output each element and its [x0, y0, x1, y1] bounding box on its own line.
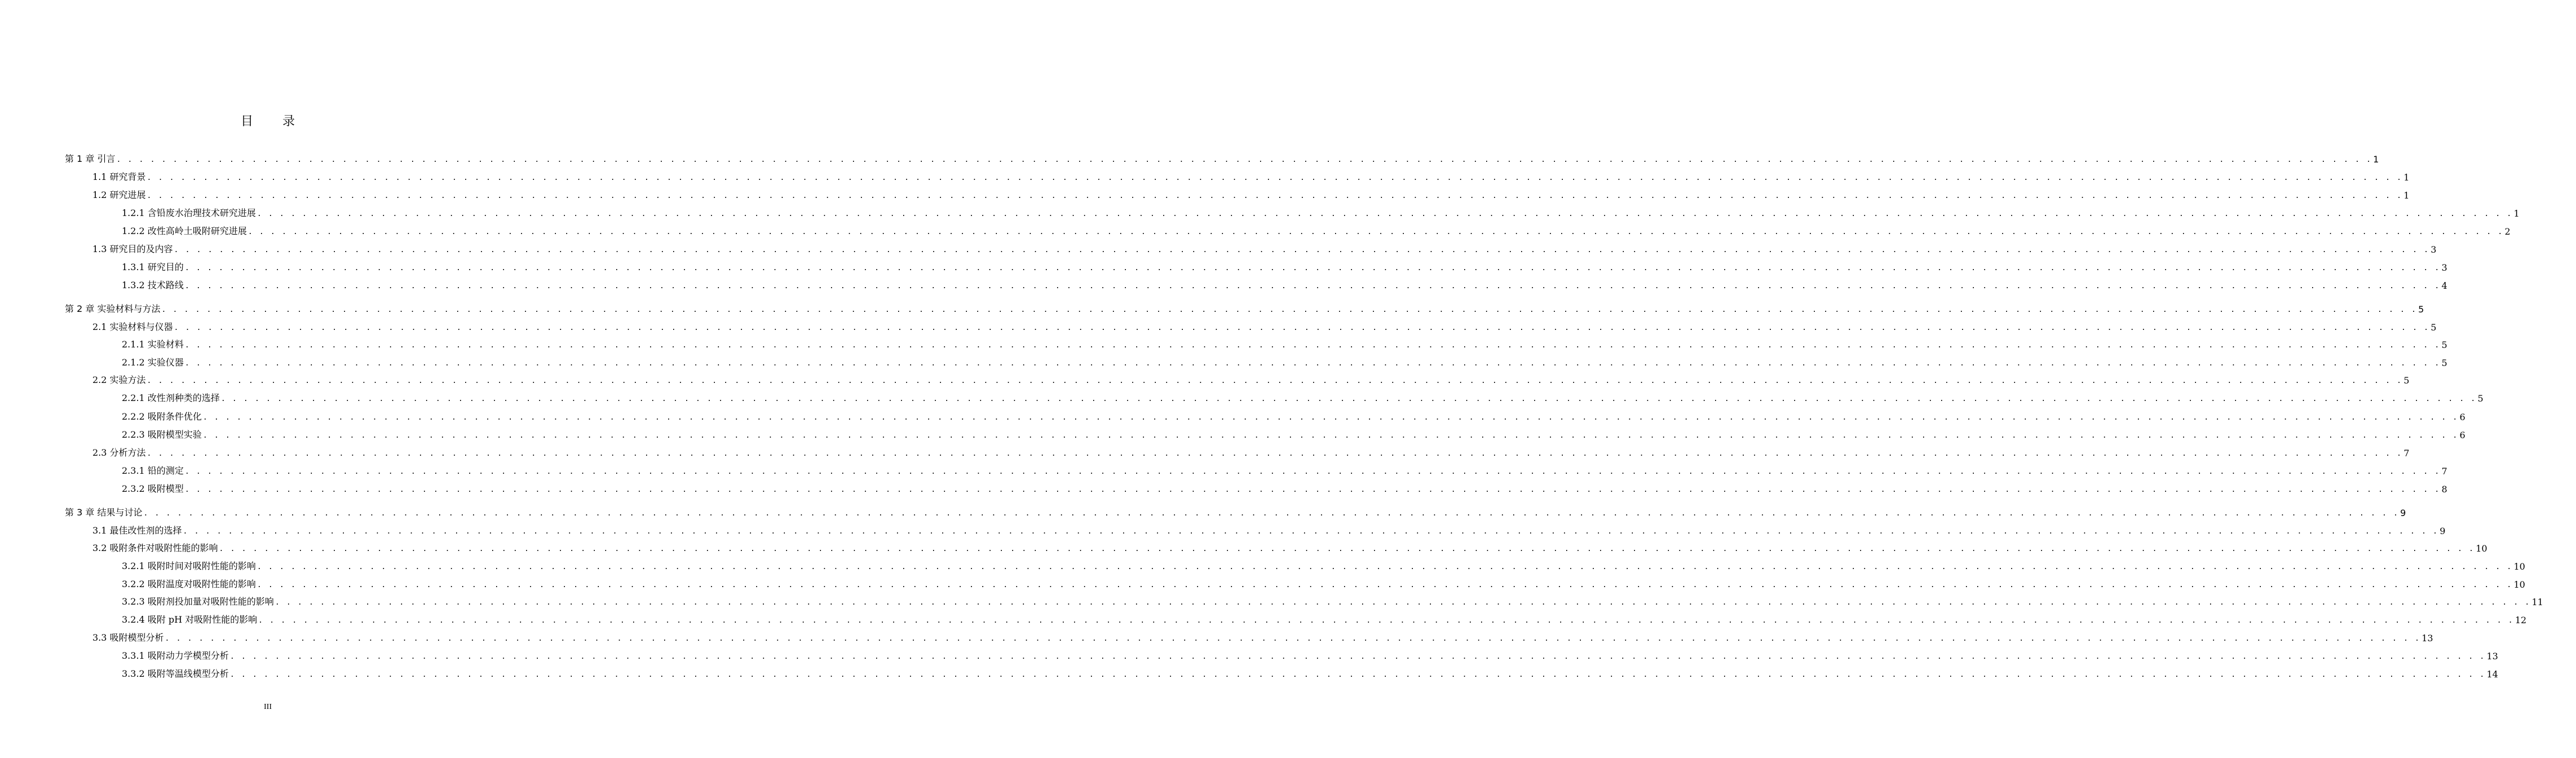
toc-entry[interactable]: [0, 205, 2520, 219]
toc-entry-page: 5: [2431, 322, 2437, 333]
toc-leader-dots: . . . . . . . . . . . . . . . . . . . . . . . . . . . . . . . . . . . . . . . . . . . . . . . . . . . . . . . . . . . . . . . . . . . . . . . . . . . . . . . . . . . . . . . . . . . . . . . . . . . . . . . . . . . . . . . . . . . . . . . . . . . . . . . . . . . . . . . . . . . . . . . . . . . . . . . . . . . . . . . . . . . . . . . . . . . . . . . . . . . . . . . . . . . . . . . . . . . . . . . .: [165, 634, 2421, 643]
toc-entry-page: 13: [2486, 651, 2498, 662]
toc-entry-title: 2.2.1 改性剂种类的选择: [122, 393, 220, 403]
toc-entry-page: 11: [2531, 597, 2543, 607]
toc-entry[interactable]: [0, 463, 2447, 477]
toc-entry-page: 1: [2513, 208, 2520, 219]
toc-leader-dots: . . . . . . . . . . . . . . . . . . . . . . . . . . . . . . . . . . . . . . . . . . . . . . . . . . . . . . . . . . . . . . . . . . . . . . . . . . . . . . . . . . . . . . . . . . . . . . . . . . . . . . . . . . . . . . . . . . . . . . . . . . . . . . . . . . . . . . . . . . . . . . . . . . . . . . . . . . . . . . . . . . . . . . . . . . . . . . . . . . . . . . . . . . . . . . . . . . . . . . . .: [161, 306, 2418, 314]
toc-entry-title: 1.2 研究进展: [92, 190, 146, 200]
toc-leader-dots: . . . . . . . . . . . . . . . . . . . . . . . . . . . . . . . . . . . . . . . . . . . . . . . . . . . . . . . . . . . . . . . . . . . . . . . . . . . . . . . . . . . . . . . . . . . . . . . . . . . . . . . . . . . . . . . . . . . . . . . . . . . . . . . . . . . . . . . . . . . . . . . . . . . . . . . . . . . . . . . . . . . . . . . . . . . . . . . . . . . . . . . . . . . . . . . . . . . . . . . .: [147, 449, 2403, 458]
toc-entry-title: 3.3.2 吸附等温线模型分析: [122, 668, 229, 679]
toc-leader-dots: . . . . . . . . . . . . . . . . . . . . . . . . . . . . . . . . . . . . . . . . . . . . . . . . . . . . . . . . . . . . . . . . . . . . . . . . . . . . . . . . . . . . . . . . . . . . . . . . . . . . . . . . . . . . . . . . . . . . . . . . . . . . . . . . . . . . . . . . . . . . . . . . . . . . . . . . . . . . . . . . . . . . . . . . . . . . . . . . . . . . . . . . . . . . . . . . . . . . . . . .: [147, 192, 2403, 200]
toc-entry-title: 2.3 分析方法: [92, 447, 146, 458]
toc-entry-page: 10: [2476, 543, 2487, 554]
toc-leader-dots: . . . . . . . . . . . . . . . . . . . . . . . . . . . . . . . . . . . . . . . . . . . . . . . . . . . . . . . . . . . . . . . . . . . . . . . . . . . . . . . . . . . . . . . . . . . . . . . . . . . . . . . . . . . . . . . . . . . . . . . . . . . . . . . . . . . . . . . . . . . . . . . . . . . . . . . . . . . . . . . . . . . . . . . . . . . . . . . . . . . . . . . . . . . . . . . . . . . . . . . .: [184, 468, 2441, 476]
toc-entry-page: 5: [2418, 304, 2424, 315]
toc-entry-title: 2.3.1 铅的测定: [122, 465, 184, 476]
toc-leader-dots: . . . . . . . . . . . . . . . . . . . . . . . . . . . . . . . . . . . . . . . . . . . . . . . . . . . . . . . . . . . . . . . . . . . . . . . . . . . . . . . . . . . . . . . . . . . . . . . . . . . . . . . . . . . . . . . . . . . . . . . . . . . . . . . . . . . . . . . . . . . . . . . . . . . . . . . . . . . . . . . . . . . . . . . . . . . . . . . . . . . . . . . . . . . . . . . . . . . . . . . .: [174, 324, 2430, 332]
toc-leader-dots: . . . . . . . . . . . . . . . . . . . . . . . . . . . . . . . . . . . . . . . . . . . . . . . . . . . . . . . . . . . . . . . . . . . . . . . . . . . . . . . . . . . . . . . . . . . . . . . . . . . . . . . . . . . . . . . . . . . . . . . . . . . . . . . . . . . . . . . . . . . . . . . . . . . . . . . . . . . . . . . . . . . . . . . . . . . . . . . . . . . . . . . . . . . . . . . . . . . . . . . .: [143, 509, 2400, 518]
toc-entry[interactable]: [0, 445, 2410, 459]
toc-leader-dots: . . . . . . . . . . . . . . . . . . . . . . . . . . . . . . . . . . . . . . . . . . . . . . . . . . . . . . . . . . . . . . . . . . . . . . . . . . . . . . . . . . . . . . . . . . . . . . . . . . . . . . . . . . . . . . . . . . . . . . . . . . . . . . . . . . . . . . . . . . . . . . . . . . . . . . . . . . . . . . . . . . . . . . . . . . . . . . . . . . . . . . . . . . . . . . . . . . . . . . . .: [184, 486, 2441, 494]
toc-entry[interactable]: [0, 594, 2543, 607]
toc-entry-page: 5: [2441, 340, 2447, 350]
toc-entry-page: 10: [2513, 579, 2525, 590]
toc-entry[interactable]: [0, 390, 2484, 404]
toc-entry[interactable]: [0, 372, 2410, 386]
toc-entry-title: 3.3 吸附模型分析: [92, 632, 164, 643]
toc-entry[interactable]: [0, 301, 2424, 315]
toc-entry[interactable]: [0, 319, 2437, 333]
toc-leader-dots: . . . . . . . . . . . . . . . . . . . . . . . . . . . . . . . . . . . . . . . . . . . . . . . . . . . . . . . . . . . . . . . . . . . . . . . . . . . . . . . . . . . . . . . . . . . . . . . . . . . . . . . . . . . . . . . . . . . . . . . . . . . . . . . . . . . . . . . . . . . . . . . . . . . . . . . . . . . . . . . . . . . . . . . . . . . . . . . . . . . . . . . . . . . . . . . . . . . . . . . .: [184, 282, 2441, 290]
toc-leader-dots: . . . . . . . . . . . . . . . . . . . . . . . . . . . . . . . . . . . . . . . . . . . . . . . . . . . . . . . . . . . . . . . . . . . . . . . . . . . . . . . . . . . . . . . . . . . . . . . . . . . . . . . . . . . . . . . . . . . . . . . . . . . . . . . . . . . . . . . . . . . . . . . . . . . . . . . . . . . . . . . . . . . . . . . . . . . . . . . . . . . . . . . . . . . . . . . . . . . . . . . .: [174, 246, 2430, 254]
toc-entry-title: 3.2.3 吸附剂投加量对吸附性能的影响: [122, 596, 274, 607]
toc-entry-page: 13: [2422, 633, 2433, 644]
toc-entry-title: 1.3.2 技术路线: [122, 280, 184, 290]
toc-entry-page: 7: [2403, 448, 2410, 459]
toc-entry[interactable]: [0, 630, 2433, 644]
toc-entry[interactable]: [0, 151, 2379, 165]
toc-entry-title: 第 1 章 引言: [65, 153, 116, 164]
toc-leader-dots: . . . . . . . . . . . . . . . . . . . . . . . . . . . . . . . . . . . . . . . . . . . . . . . . . . . . . . . . . . . . . . . . . . . . . . . . . . . . . . . . . . . . . . . . . . . . . . . . . . . . . . . . . . . . . . . . . . . . . . . . . . . . . . . . . . . . . . . . . . . . . . . . . . . . . . . . . . . . . . . . . . . . . . . . . . . . . . . . . . . . . . . . . . . . . . . . . . . . . . . .: [229, 671, 2486, 679]
toc-entry-page: 6: [2459, 412, 2465, 422]
toc-entry-title: 1.2.2 改性高岭土吸附研究进展: [122, 226, 247, 236]
toc-entry-title: 3.1 最佳改性剂的选择: [92, 525, 182, 536]
toc-entry[interactable]: [0, 409, 2465, 422]
toc-leader-dots: . . . . . . . . . . . . . . . . . . . . . . . . . . . . . . . . . . . . . . . . . . . . . . . . . . . . . . . . . . . . . . . . . . . . . . . . . . . . . . . . . . . . . . . . . . . . . . . . . . . . . . . . . . . . . . . . . . . . . . . . . . . . . . . . . . . . . . . . . . . . . . . . . . . . . . . . . . . . . . . . . . . . . . . . . . . . . . . . . . . . . . . . . . . . . . . . . . . . . . . .: [229, 653, 2486, 661]
toc-entry-title: 第 2 章 实验材料与方法: [65, 303, 161, 314]
toc-leader-dots: . . . . . . . . . . . . . . . . . . . . . . . . . . . . . . . . . . . . . . . . . . . . . . . . . . . . . . . . . . . . . . . . . . . . . . . . . . . . . . . . . . . . . . . . . . . . . . . . . . . . . . . . . . . . . . . . . . . . . . . . . . . . . . . . . . . . . . . . . . . . . . . . . . . . . . . . . . . . . . . . . . . . . . . . . . . . . . . . . . . . . . . . . . . . . . . . . . . . . . . .: [147, 174, 2403, 182]
toc-entry-title: 2.1.2 实验仪器: [122, 357, 184, 368]
toc-leader-dots: . . . . . . . . . . . . . . . . . . . . . . . . . . . . . . . . . . . . . . . . . . . . . . . . . . . . . . . . . . . . . . . . . . . . . . . . . . . . . . . . . . . . . . . . . . . . . . . . . . . . . . . . . . . . . . . . . . . . . . . . . . . . . . . . . . . . . . . . . . . . . . . . . . . . . . . . . . . . . . . . . . . . . . . . . . . . . . . . . . . . . . . . . . . . . . . . . . . . . . . .: [184, 359, 2441, 368]
page-number: III: [264, 703, 272, 711]
toc-leader-dots: . . . . . . . . . . . . . . . . . . . . . . . . . . . . . . . . . . . . . . . . . . . . . . . . . . . . . . . . . . . . . . . . . . . . . . . . . . . . . . . . . . . . . . . . . . . . . . . . . . . . . . . . . . . . . . . . . . . . . . . . . . . . . . . . . . . . . . . . . . . . . . . . . . . . . . . . . . . . . . . . . . . . . . . . . . . . . . . . . . . . . . . . . . . . . . . . . . . . . . . .: [257, 563, 2513, 571]
toc-entry-title: 2.1 实验材料与仪器: [92, 321, 173, 332]
toc-entry[interactable]: [0, 666, 2498, 680]
toc-leader-dots: . . . . . . . . . . . . . . . . . . . . . . . . . . . . . . . . . . . . . . . . . . . . . . . . . . . . . . . . . . . . . . . . . . . . . . . . . . . . . . . . . . . . . . . . . . . . . . . . . . . . . . . . . . . . . . . . . . . . . . . . . . . . . . . . . . . . . . . . . . . . . . . . . . . . . . . . . . . . . . . . . . . . . . . . . . . . . . . . . . . . . . . . . . . . . . . . . . . . . . . .: [258, 616, 2514, 625]
toc-entry[interactable]: [0, 576, 2525, 590]
toc-entry-page: 3: [2431, 244, 2437, 255]
toc-entry-page: 2: [2504, 226, 2511, 237]
toc-entry-title: 2.2.2 吸附条件优化: [122, 411, 202, 422]
toc-entry[interactable]: [0, 648, 2498, 662]
toc-entry[interactable]: [0, 337, 2447, 350]
toc-leader-dots: . . . . . . . . . . . . . . . . . . . . . . . . . . . . . . . . . . . . . . . . . . . . . . . . . . . . . . . . . . . . . . . . . . . . . . . . . . . . . . . . . . . . . . . . . . . . . . . . . . . . . . . . . . . . . . . . . . . . . . . . . . . . . . . . . . . . . . . . . . . . . . . . . . . . . . . . . . . . . . . . . . . . . . . . . . . . . . . . . . . . . . . . . . . . . . . . . . . . . . . .: [220, 395, 2477, 403]
toc-entry[interactable]: [0, 427, 2465, 440]
toc-entry-page: 6: [2459, 430, 2465, 440]
toc-entry[interactable]: [0, 223, 2511, 237]
toc-leader-dots: . . . . . . . . . . . . . . . . . . . . . . . . . . . . . . . . . . . . . . . . . . . . . . . . . . . . . . . . . . . . . . . . . . . . . . . . . . . . . . . . . . . . . . . . . . . . . . . . . . . . . . . . . . . . . . . . . . . . . . . . . . . . . . . . . . . . . . . . . . . . . . . . . . . . . . . . . . . . . . . . . . . . . . . . . . . . . . . . . . . . . . . . . . . . . . . . . . . . . . . .: [248, 228, 2504, 236]
toc-entry[interactable]: [0, 187, 2410, 201]
toc-entry-page: 1: [2403, 190, 2410, 201]
toc-leader-dots: . . . . . . . . . . . . . . . . . . . . . . . . . . . . . . . . . . . . . . . . . . . . . . . . . . . . . . . . . . . . . . . . . . . . . . . . . . . . . . . . . . . . . . . . . . . . . . . . . . . . . . . . . . . . . . . . . . . . . . . . . . . . . . . . . . . . . . . . . . . . . . . . . . . . . . . . . . . . . . . . . . . . . . . . . . . . . . . . . . . . . . . . . . . . . . . . . . . . . . . .: [184, 341, 2441, 350]
toc-entry-title: 3.2 吸附条件对吸附性能的影响: [92, 543, 218, 553]
toc-entry[interactable]: [0, 277, 2447, 291]
toc-entry-title: 2.2 实验方法: [92, 374, 146, 385]
toc-entry-title: 3.3.1 吸附动力学模型分析: [122, 650, 229, 661]
toc-leader-dots: . . . . . . . . . . . . . . . . . . . . . . . . . . . . . . . . . . . . . . . . . . . . . . . . . . . . . . . . . . . . . . . . . . . . . . . . . . . . . . . . . . . . . . . . . . . . . . . . . . . . . . . . . . . . . . . . . . . . . . . . . . . . . . . . . . . . . . . . . . . . . . . . . . . . . . . . . . . . . . . . . . . . . . . . . . . . . . . . . . . . . . . . . . . . . . . . . . . . . . . .: [202, 413, 2459, 422]
toc-entry-page: 10: [2513, 561, 2525, 572]
toc-entry[interactable]: [0, 241, 2437, 255]
toc-entry-title: 1.3.1 研究目的: [122, 262, 184, 272]
toc-entry[interactable]: [0, 558, 2525, 572]
toc-entry[interactable]: [0, 169, 2410, 183]
toc-entry[interactable]: [0, 355, 2447, 368]
toc-leader-dots: . . . . . . . . . . . . . . . . . . . . . . . . . . . . . . . . . . . . . . . . . . . . . . . . . . . . . . . . . . . . . . . . . . . . . . . . . . . . . . . . . . . . . . . . . . . . . . . . . . . . . . . . . . . . . . . . . . . . . . . . . . . . . . . . . . . . . . . . . . . . . . . . . . . . . . . . . . . . . . . . . . . . . . . . . . . . . . . . . . . . . . . . . . . . . . . . . . . . . . . .: [183, 527, 2439, 536]
page-title: 目录: [240, 114, 324, 129]
toc-entry[interactable]: [0, 612, 2527, 625]
toc-leader-dots: . . . . . . . . . . . . . . . . . . . . . . . . . . . . . . . . . . . . . . . . . . . . . . . . . . . . . . . . . . . . . . . . . . . . . . . . . . . . . . . . . . . . . . . . . . . . . . . . . . . . . . . . . . . . . . . . . . . . . . . . . . . . . . . . . . . . . . . . . . . . . . . . . . . . . . . . . . . . . . . . . . . . . . . . . . . . . . . . . . . . . . . . . . . . . . . . . . . . . . . .: [202, 431, 2459, 440]
toc-entry-title: 第 3 章 结果与讨论: [65, 507, 143, 518]
toc-entry-page: 4: [2441, 280, 2447, 291]
toc-entry-title: 3.2.1 吸附时间对吸附性能的影响: [122, 561, 256, 571]
toc-leader-dots: . . . . . . . . . . . . . . . . . . . . . . . . . . . . . . . . . . . . . . . . . . . . . . . . . . . . . . . . . . . . . . . . . . . . . . . . . . . . . . . . . . . . . . . . . . . . . . . . . . . . . . . . . . . . . . . . . . . . . . . . . . . . . . . . . . . . . . . . . . . . . . . . . . . . . . . . . . . . . . . . . . . . . . . . . . . . . . . . . . . . . . . . . . . . . . . . . . . . . . . .: [116, 156, 2372, 164]
toc-entry-title: 1.1 研究背景: [92, 171, 146, 182]
toc-entry-page: 9: [2440, 526, 2446, 536]
toc-entry-page: 8: [2441, 484, 2447, 495]
toc-entry[interactable]: [0, 523, 2446, 536]
toc-entry-page: 7: [2441, 466, 2447, 477]
toc-entry-page: 1: [2403, 172, 2410, 183]
toc-entry-title: 3.2.2 吸附温度对吸附性能的影响: [122, 579, 256, 589]
toc-entry-page: 5: [2477, 393, 2484, 404]
toc-entry-page: 12: [2515, 615, 2527, 625]
toc-entry-page: 1: [2373, 154, 2379, 165]
toc-entry-page: 14: [2486, 669, 2498, 680]
toc-entry[interactable]: [0, 540, 2487, 554]
toc-entry-title: 2.2.3 吸附模型实验: [122, 429, 202, 440]
toc-entry[interactable]: [0, 505, 2406, 518]
toc-entry[interactable]: [0, 481, 2447, 495]
toc-entry-title: 1.2.1 含铅废水治理技术研究进展: [122, 208, 256, 218]
toc-entry-title: 2.1.1 实验材料: [122, 339, 184, 350]
toc-leader-dots: . . . . . . . . . . . . . . . . . . . . . . . . . . . . . . . . . . . . . . . . . . . . . . . . . . . . . . . . . . . . . . . . . . . . . . . . . . . . . . . . . . . . . . . . . . . . . . . . . . . . . . . . . . . . . . . . . . . . . . . . . . . . . . . . . . . . . . . . . . . . . . . . . . . . . . . . . . . . . . . . . . . . . . . . . . . . . . . . . . . . . . . . . . . . . . . . . . . . . . . .: [219, 545, 2475, 553]
toc-leader-dots: . . . . . . . . . . . . . . . . . . . . . . . . . . . . . . . . . . . . . . . . . . . . . . . . . . . . . . . . . . . . . . . . . . . . . . . . . . . . . . . . . . . . . . . . . . . . . . . . . . . . . . . . . . . . . . . . . . . . . . . . . . . . . . . . . . . . . . . . . . . . . . . . . . . . . . . . . . . . . . . . . . . . . . . . . . . . . . . . . . . . . . . . . . . . . . . . . . . . . . . .: [184, 264, 2441, 272]
toc-entry-title: 1.3 研究目的及内容: [92, 244, 173, 254]
toc-leader-dots: . . . . . . . . . . . . . . . . . . . . . . . . . . . . . . . . . . . . . . . . . . . . . . . . . . . . . . . . . . . . . . . . . . . . . . . . . . . . . . . . . . . . . . . . . . . . . . . . . . . . . . . . . . . . . . . . . . . . . . . . . . . . . . . . . . . . . . . . . . . . . . . . . . . . . . . . . . . . . . . . . . . . . . . . . . . . . . . . . . . . . . . . . . . . . . . . . . . . . . . .: [275, 598, 2531, 607]
toc-entry-page: 9: [2400, 508, 2406, 518]
toc-entry-page: 5: [2441, 358, 2447, 368]
toc-entry-title: 2.3.2 吸附模型: [122, 483, 184, 494]
toc-entry-page: 3: [2441, 262, 2447, 273]
toc-leader-dots: . . . . . . . . . . . . . . . . . . . . . . . . . . . . . . . . . . . . . . . . . . . . . . . . . . . . . . . . . . . . . . . . . . . . . . . . . . . . . . . . . . . . . . . . . . . . . . . . . . . . . . . . . . . . . . . . . . . . . . . . . . . . . . . . . . . . . . . . . . . . . . . . . . . . . . . . . . . . . . . . . . . . . . . . . . . . . . . . . . . . . . . . . . . . . . . . . . . . . . . .: [257, 210, 2513, 218]
toc-entry-title: 3.2.4 吸附 pH 对吸附性能的影响: [122, 614, 258, 625]
toc-leader-dots: . . . . . . . . . . . . . . . . . . . . . . . . . . . . . . . . . . . . . . . . . . . . . . . . . . . . . . . . . . . . . . . . . . . . . . . . . . . . . . . . . . . . . . . . . . . . . . . . . . . . . . . . . . . . . . . . . . . . . . . . . . . . . . . . . . . . . . . . . . . . . . . . . . . . . . . . . . . . . . . . . . . . . . . . . . . . . . . . . . . . . . . . . . . . . . . . . . . . . . . .: [147, 377, 2403, 385]
toc-entry[interactable]: [0, 259, 2447, 273]
toc-leader-dots: . . . . . . . . . . . . . . . . . . . . . . . . . . . . . . . . . . . . . . . . . . . . . . . . . . . . . . . . . . . . . . . . . . . . . . . . . . . . . . . . . . . . . . . . . . . . . . . . . . . . . . . . . . . . . . . . . . . . . . . . . . . . . . . . . . . . . . . . . . . . . . . . . . . . . . . . . . . . . . . . . . . . . . . . . . . . . . . . . . . . . . . . . . . . . . . . . . . . . . . .: [257, 581, 2513, 589]
toc-entry-page: 5: [2403, 375, 2410, 386]
